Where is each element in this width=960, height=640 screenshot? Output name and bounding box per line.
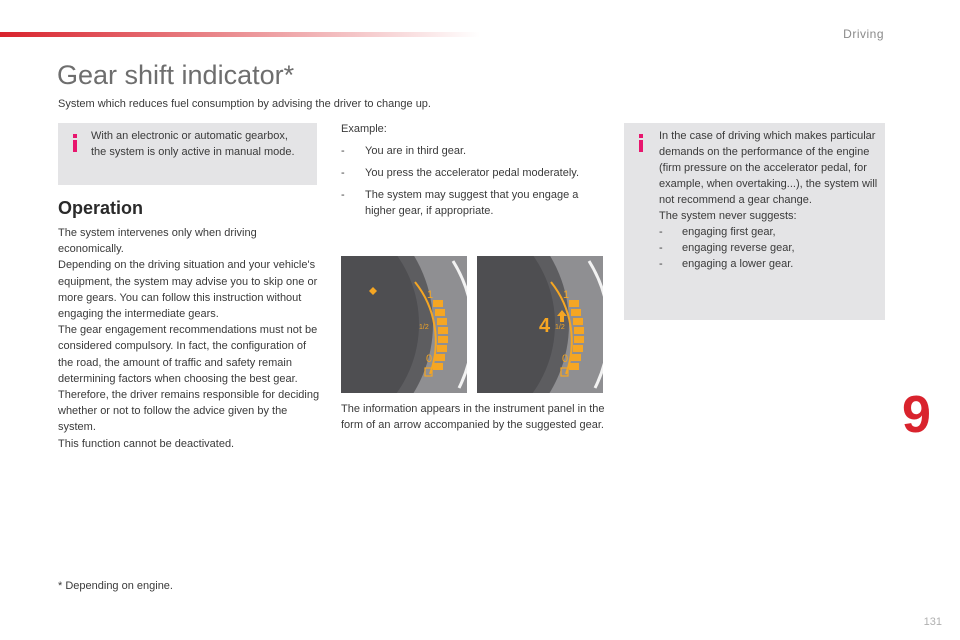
scale-label-full: 1 — [563, 289, 570, 301]
scale-label-half: 1/2 — [419, 324, 429, 331]
scale-label-empty: 0 — [426, 353, 433, 365]
operation-paragraph: Depending on the driving situation and your vehicle's equipment, the system may advise you to skip one or more gears. You can follow this instruction without engaging the intermediate gears. — [58, 259, 318, 321]
page-subtitle: System which reduces fuel consumption by advising the driver to change up. — [58, 98, 431, 110]
info-box-gearbox — [58, 123, 317, 185]
operation-body — [58, 225, 323, 452]
scale-label-half: 1/2 — [555, 324, 565, 331]
info-box-paragraph: In the case of driving which makes particular demands on the performance of the engine (firm pressure on the accelerator pedal, for example, when overtaking...), the system will not recommend a gear change. — [659, 130, 878, 206]
operation-heading: Operation — [58, 198, 144, 218]
info-box-text — [659, 128, 879, 272]
info-box-never-label: The system never suggests: — [659, 210, 797, 222]
operation-paragraph: The gear engagement recommendations must not be considered compulsory. In fact, the configuration of the road, the amount of traffic and safety remain determining factors when choosing the best gear. Therefore, the driver remains responsible for deciding whether or not to follow the advice given by the system. — [58, 324, 320, 434]
info-box-list — [659, 224, 879, 272]
example-list — [341, 143, 606, 219]
info-icon — [636, 133, 646, 153]
scale-label-full: 1 — [427, 289, 434, 301]
operation-paragraph: The system intervenes only when driving economically. — [58, 227, 257, 256]
example-block — [341, 121, 606, 225]
section-title: Driving — [843, 27, 884, 41]
example-item: - You are in third gear. — [341, 143, 606, 159]
info-box-list-item: - engaging a lower gear. — [659, 256, 879, 272]
info-box-text: With an electronic or automatic gearbox, the system is only active in manual mode. — [91, 130, 295, 158]
example-label: Example: — [341, 123, 387, 135]
top-accent-bar — [0, 32, 480, 37]
example-item: - The system may suggest that you engage a higher gear, if appropriate. — [341, 187, 606, 219]
info-box-list-item: - engaging reverse gear, — [659, 240, 879, 256]
instrument-dial-after — [477, 256, 603, 393]
info-box-list-item: - engaging first gear, — [659, 224, 879, 240]
operation-paragraph: This function cannot be deactivated. — [58, 437, 235, 450]
footnote: * Depending on engine. — [58, 580, 173, 592]
dial-caption: The information appears in the instrument panel in the form of an arrow accompanied by the suggested gear. — [341, 403, 605, 431]
chapter-number: 9 — [902, 386, 931, 444]
example-item: - You press the accelerator pedal moderately. — [341, 165, 606, 181]
page-title: Gear shift indicator* — [57, 60, 295, 90]
page-number: 131 — [923, 616, 942, 628]
suggested-gear-number: 4 — [539, 315, 551, 337]
dial-illustration — [477, 256, 603, 393]
info-icon — [70, 133, 80, 153]
scale-label-empty: 0 — [562, 353, 569, 365]
info-box-performance — [624, 123, 885, 320]
instrument-dial-before — [341, 256, 467, 393]
dial-illustration — [341, 256, 467, 393]
